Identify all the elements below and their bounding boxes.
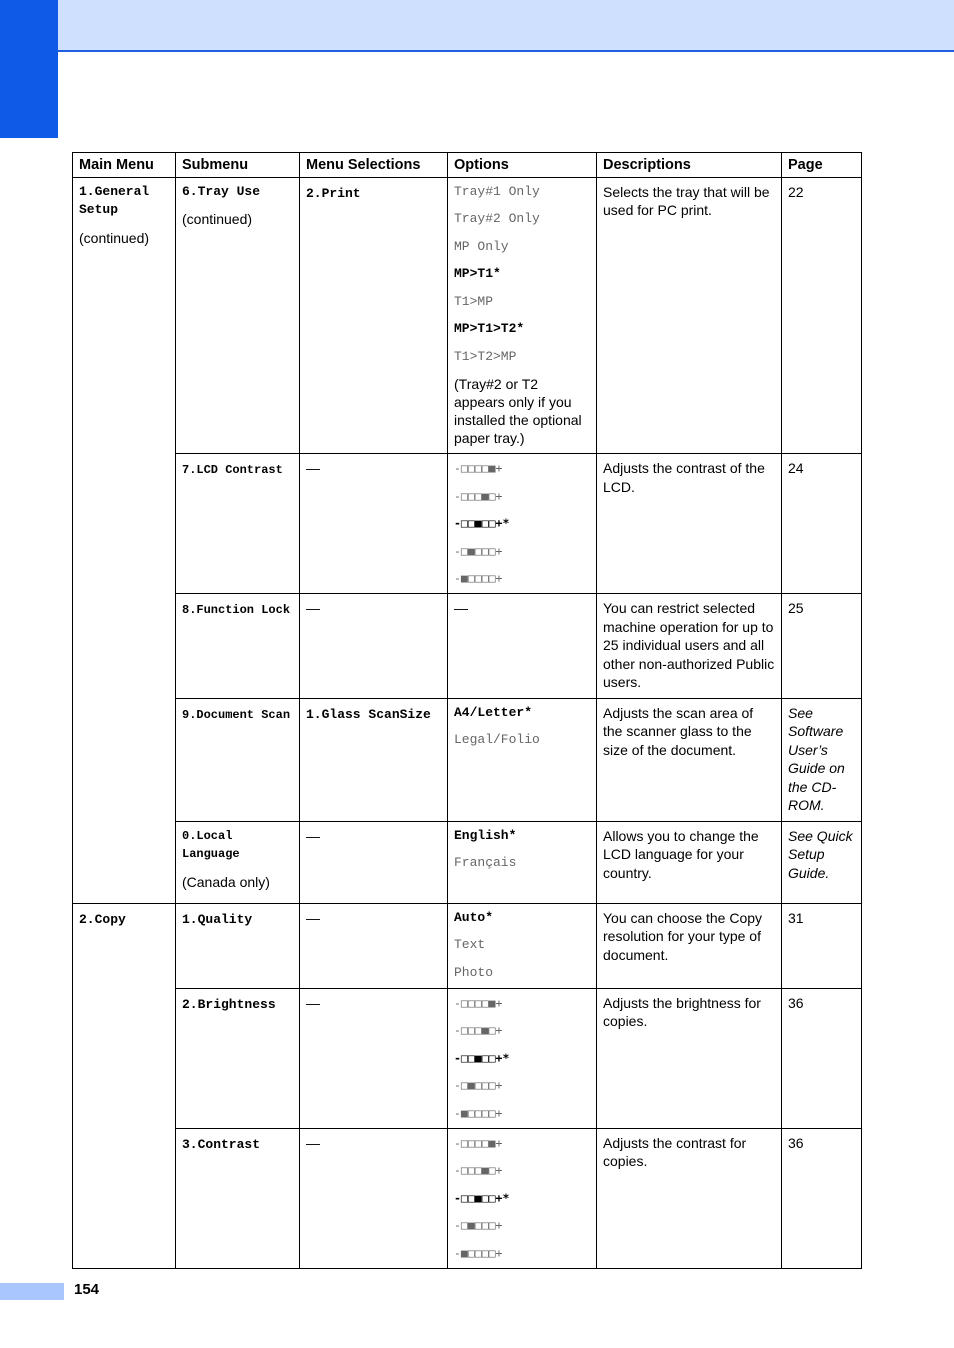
continued-label: (continued) (79, 229, 150, 246)
description-cell: Adjusts the contrast of the LCD. (597, 454, 782, 594)
selection-cell: — (300, 821, 448, 903)
page-cell: 24 (782, 454, 862, 594)
table-row (73, 594, 862, 699)
main-menu-general (73, 177, 176, 903)
page-cell: 31 (782, 903, 862, 988)
option-item: -□■□□□+ (454, 543, 503, 558)
description-cell: You can restrict selected machine operation for up to 25 individual users and all other non-authorized Public users. (597, 594, 782, 699)
submenu-label: 8.Function Lock (182, 603, 291, 617)
header-submenu: Submenu (176, 153, 300, 178)
option-item-default: -□□■□□+* (454, 516, 510, 530)
submenu-cell (176, 454, 300, 594)
table-row (73, 821, 862, 903)
option-item: -□□□□■+ (454, 1135, 503, 1150)
option-item: MP Only (454, 238, 509, 254)
selection-cell: — (300, 903, 448, 988)
submenu-cell (176, 821, 300, 903)
submenu-label: 9.Document Scan (182, 707, 291, 722)
header-descriptions: Descriptions (597, 153, 782, 178)
options-cell (448, 177, 597, 454)
option-item-default: -□□■□□+* (454, 1050, 510, 1065)
submenu-label: 0.Local Language (182, 828, 240, 861)
option-item: T1>T2>MP (454, 348, 517, 364)
description-cell: Adjusts the brightness for copies. (597, 988, 782, 1128)
submenu-cell (176, 177, 300, 454)
table-row (73, 1128, 862, 1268)
page-cell: 22 (782, 177, 862, 454)
main-menu-label: 2.Copy (79, 911, 126, 927)
option-item: Photo (454, 964, 494, 980)
header-main-menu: Main Menu (73, 153, 176, 178)
page-number: 154 (74, 1281, 100, 1298)
description-cell: Selects the tray that will be used for PC print. (597, 177, 782, 454)
option-item: Legal/Folio (454, 732, 540, 747)
submenu-label: 2.Brightness (182, 996, 276, 1012)
option-item: -■□□□□+ (454, 571, 503, 585)
option-item: -□□□■□+ (454, 1023, 503, 1037)
selection-cell: — (300, 454, 448, 594)
options-cell (448, 454, 597, 594)
selection-cell (300, 698, 448, 821)
table-row (73, 454, 862, 594)
options-cell (448, 903, 597, 988)
menu-table (72, 152, 862, 1269)
option-item: -□■□□□+ (454, 1078, 503, 1092)
option-item: -□□□■□+ (454, 1163, 503, 1177)
continued-label: (continued) (182, 211, 253, 227)
description-cell: Adjusts the contrast for copies. (597, 1128, 782, 1268)
option-item: -■□□□□+ (454, 1245, 503, 1260)
selection-cell: — (300, 594, 448, 699)
footer-bar (0, 1283, 64, 1300)
option-item-default: MP>T1* (454, 266, 501, 281)
header-band (0, 0, 954, 52)
submenu-label: 7.LCD Contrast (182, 463, 283, 477)
main-menu-label: 1.General Setup (79, 183, 150, 217)
page-cell: 36 (782, 1128, 862, 1268)
submenu-cell (176, 698, 300, 821)
header-options: Options (448, 153, 597, 178)
submenu-cell (176, 988, 300, 1128)
option-item-default: MP>T1>T2* (454, 321, 525, 336)
selection-label: 1.Glass ScanSize (306, 706, 431, 722)
selection-cell: — (300, 988, 448, 1128)
options-cell (448, 821, 597, 903)
option-item: Français (454, 855, 517, 870)
submenu-label: 1.Quality (182, 911, 253, 927)
option-item: -□□□■□+ (454, 488, 503, 503)
option-item: -□□□□■+ (454, 995, 503, 1010)
option-item: -□□□□■+ (454, 461, 503, 475)
table-row (73, 177, 862, 454)
options-cell (448, 1128, 597, 1268)
options-cell (448, 988, 597, 1128)
description-cell: You can choose the Copy resolution for your type of document. (597, 903, 782, 988)
option-item-default: English* (454, 827, 517, 843)
table-header-row (73, 153, 862, 178)
header-page: Page (782, 153, 862, 178)
description-cell: Allows you to change the LCD language for your country. (597, 821, 782, 903)
selection-cell (300, 177, 448, 454)
option-item: Tray#2 Only (454, 211, 540, 226)
options-cell (448, 698, 597, 821)
table-row (73, 903, 862, 988)
submenu-label: 6.Tray Use (182, 183, 261, 199)
submenu-cell (176, 1128, 300, 1268)
table-row (73, 988, 862, 1128)
options-cell: — (448, 594, 597, 699)
option-item: Text (454, 937, 486, 952)
submenu-label: 3.Contrast (182, 1136, 261, 1152)
page-cell: 25 (782, 594, 862, 699)
option-item: -■□□□□+ (454, 1105, 503, 1120)
table-row (73, 698, 862, 821)
description-cell: Adjusts the scan area of the scanner glass to the size of the document. (597, 698, 782, 821)
option-item: -□■□□□+ (454, 1218, 503, 1232)
option-item-default: -□□■□□+* (454, 1190, 510, 1205)
selection-label: 2.Print (306, 185, 361, 201)
submenu-note: (Canada only) (182, 873, 270, 890)
option-note: (Tray#2 or T2 appears only if you installed the optional paper tray.) (454, 376, 582, 446)
chapter-tab (0, 0, 58, 138)
page-cell: 36 (782, 988, 862, 1128)
page-reference: See Software User’s Guide on the CD-ROM. (782, 698, 862, 821)
submenu-cell (176, 594, 300, 699)
page-reference: See Quick Setup Guide. (782, 821, 862, 903)
submenu-cell (176, 903, 300, 988)
main-menu-copy (73, 903, 176, 1268)
option-item: T1>MP (454, 293, 494, 309)
option-item-default: Auto* (454, 909, 494, 925)
option-item-default: A4/Letter* (454, 704, 533, 720)
header-menu-selections: Menu Selections (300, 153, 448, 178)
selection-cell: — (300, 1128, 448, 1268)
option-item: Tray#1 Only (454, 183, 540, 199)
